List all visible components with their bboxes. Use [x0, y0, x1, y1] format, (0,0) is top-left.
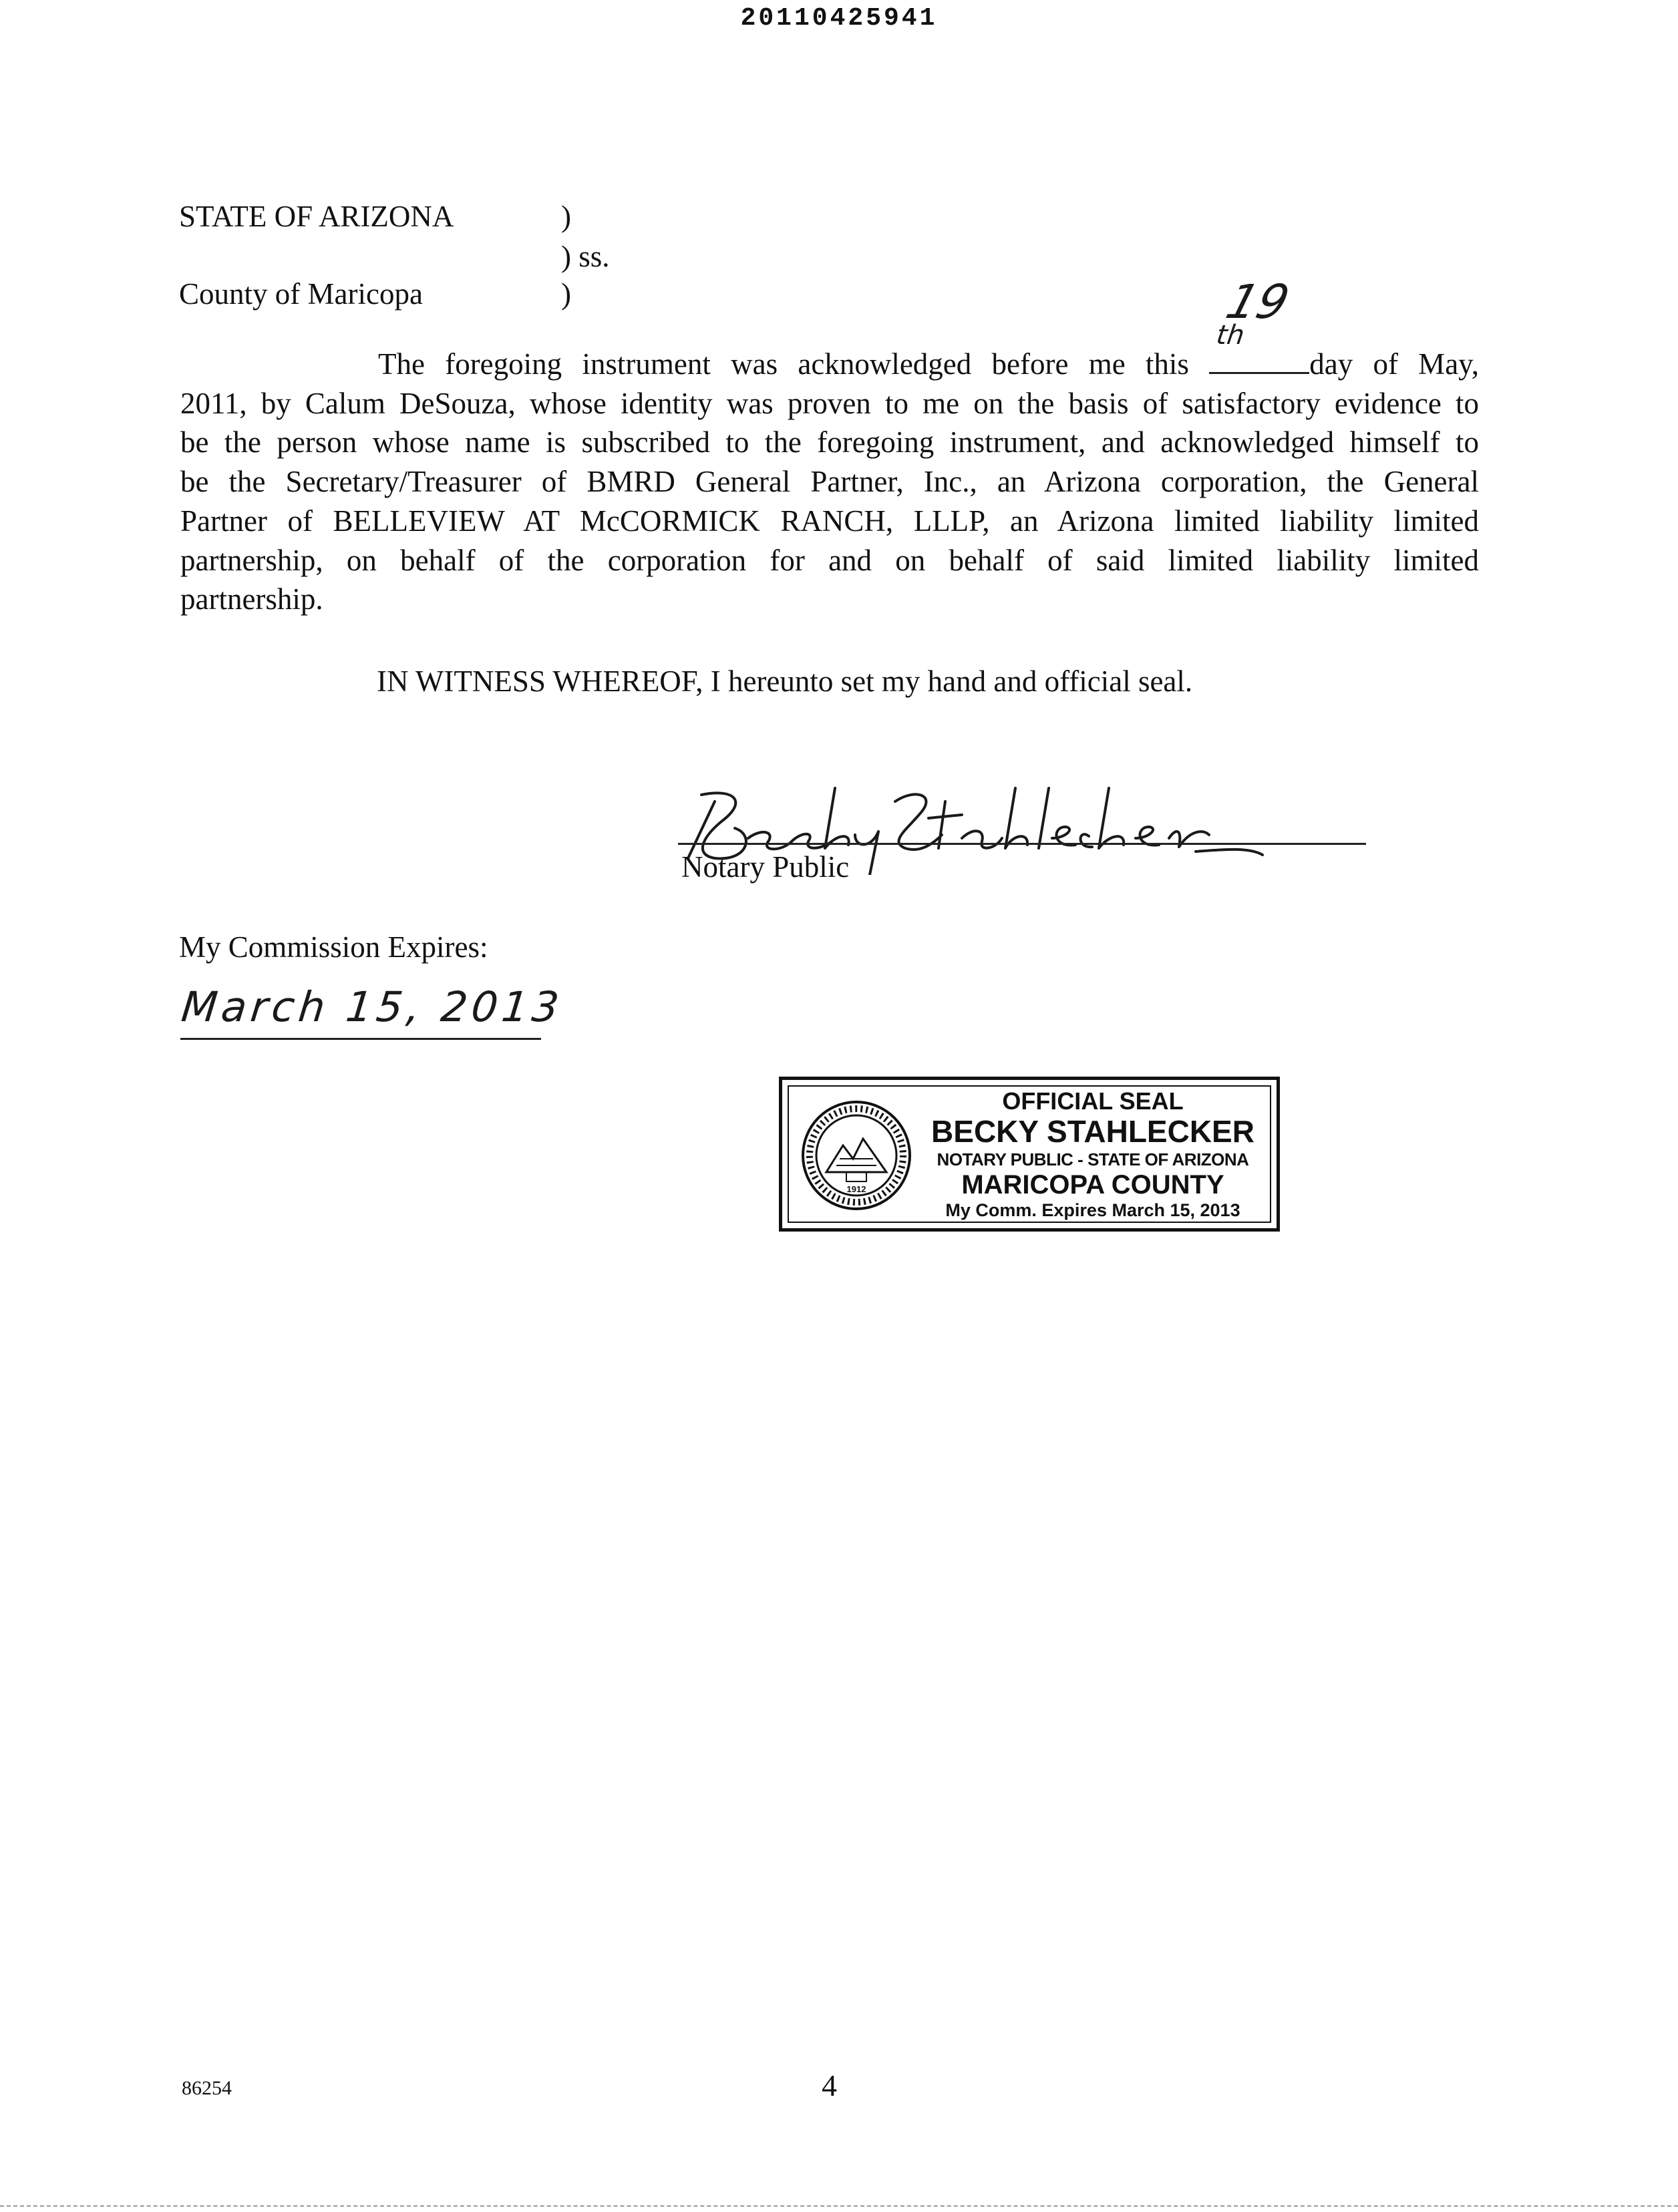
- signature-line: [678, 843, 1366, 845]
- seal-jurisdiction: NOTARY PUBLIC - STATE OF ARIZONA: [937, 1149, 1249, 1169]
- official-seal-stamp: [779, 1077, 1280, 1232]
- venue-state: STATE OF ARIZONA: [179, 200, 454, 233]
- venue-paren-bottom: ): [561, 277, 571, 311]
- venue-ss: ) ss.: [561, 240, 610, 273]
- notary-public-caption: Notary Public: [681, 850, 850, 884]
- acknowledgment-line-2: 2011, by Calum DeSouza, whose identity was proven to me on the basis of satisfactory evidence to: [180, 386, 1479, 420]
- seal-expiration: My Comm. Expires March 15, 2013: [945, 1200, 1240, 1220]
- recording-number: 20110425941: [740, 4, 938, 33]
- handwritten-day-suffix: th: [1214, 320, 1246, 351]
- seal-county: MARICOPA COUNTY: [961, 1170, 1224, 1200]
- venue-county: County of Maricopa: [179, 277, 423, 311]
- acknowledgment-line-6: partnership, on behalf of the corporation for and on behalf of said limited liability limited: [180, 543, 1479, 577]
- acknowledgment-line-3: be the person whose name is subscribed to the foregoing instrument, and acknowledged himself to: [180, 425, 1479, 459]
- seal-notary-name: BECKY STAHLECKER: [931, 1114, 1254, 1149]
- commission-expiration-date: March 15, 2013: [179, 982, 566, 1031]
- handwritten-day: 19: [1220, 274, 1296, 329]
- seal-title: OFFICIAL SEAL: [1002, 1087, 1184, 1115]
- seal-emblem-year: 1912: [846, 1184, 866, 1194]
- seal-text-block: [916, 1088, 1270, 1222]
- commission-date-line: [180, 1038, 541, 1040]
- acknowledgment-line-7: partnership.: [180, 582, 323, 616]
- day-blank: [1209, 274, 1309, 374]
- ack-line-1-before: The foregoing instrument was acknowledged before me this: [378, 347, 1189, 381]
- arizona-state-seal-emblem: [800, 1099, 913, 1212]
- acknowledgment-line-4: be the Secretary/Treasurer of BMRD General Partner, Inc., an Arizona corporation, the General: [180, 465, 1479, 499]
- file-number: 86254: [182, 2077, 232, 2099]
- acknowledgment-line-5: Partner of BELLEVIEW AT McCORMICK RANCH, LLLP, an Arizona limited liability limited: [180, 504, 1479, 538]
- scan-edge-line: [0, 2205, 1678, 2207]
- ack-line-1-after: day of May,: [1309, 347, 1479, 381]
- venue-paren-top: ): [561, 200, 571, 233]
- page-number: 4: [822, 2068, 837, 2102]
- witness-statement: IN WITNESS WHEREOF, I hereunto set my hand and official seal.: [377, 665, 1193, 698]
- commission-expires-label: My Commission Expires:: [179, 930, 488, 964]
